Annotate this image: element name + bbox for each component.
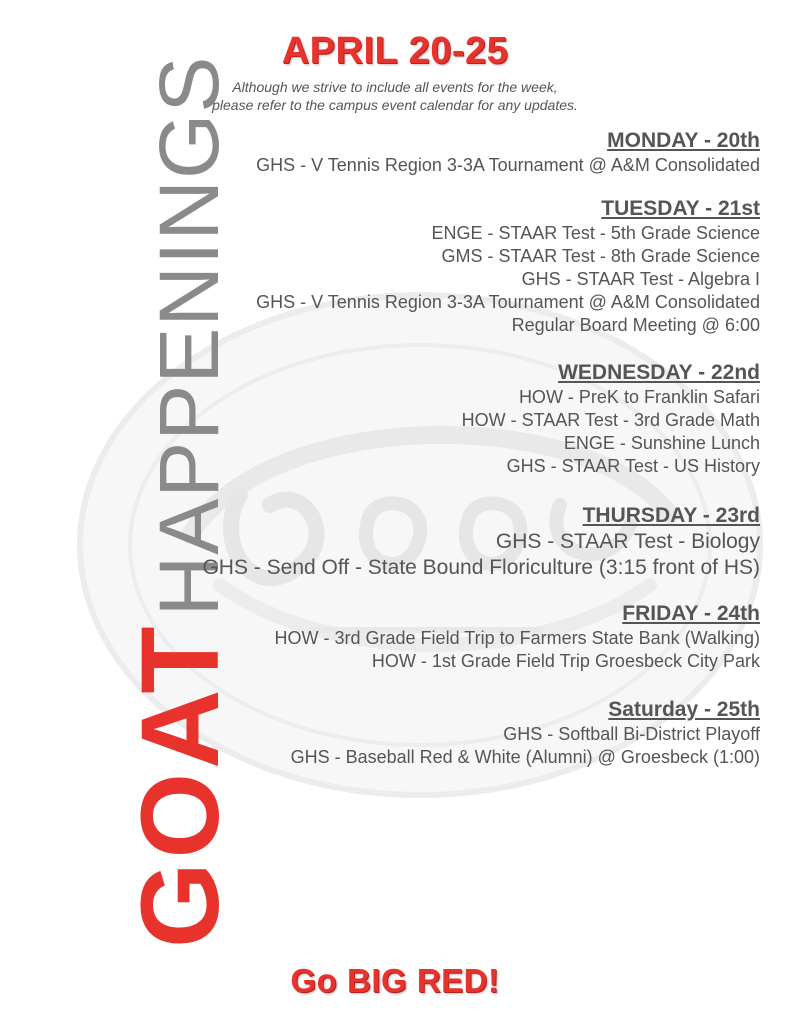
event-item: GHS - V Tennis Region 3-3A Tournament @ A&M Consolidated bbox=[256, 155, 760, 175]
event-item: GHS - Softball Bi-District Playoff bbox=[503, 724, 760, 744]
day-heading: TUESDAY - 21st bbox=[601, 197, 760, 220]
day-heading: THURSDAY - 23rd bbox=[582, 504, 760, 527]
day-wednesday bbox=[120, 360, 760, 478]
event-item: GMS - STAAR Test - 8th Grade Science bbox=[441, 246, 760, 266]
weekly-schedule bbox=[120, 128, 760, 769]
event-item: GHS - V Tennis Region 3-3A Tournament @ A&M Consolidated bbox=[256, 292, 760, 312]
day-thursday bbox=[120, 503, 760, 581]
event-item: GHS - STAAR Test - US History bbox=[506, 456, 760, 476]
day-heading: FRIDAY - 24th bbox=[622, 602, 760, 625]
event-item: HOW - 3rd Grade Field Trip to Farmers State Bank (Walking) bbox=[274, 628, 760, 648]
day-heading: MONDAY - 20th bbox=[607, 129, 760, 152]
subtitle-line: Although we strive to include all events for the week, bbox=[232, 79, 558, 95]
event-item: GHS - STAAR Test - Algebra I bbox=[521, 269, 760, 289]
page-title: APRIL 20-25 bbox=[281, 30, 509, 72]
event-item: Regular Board Meeting @ 6:00 bbox=[511, 315, 760, 335]
event-item: ENGE - Sunshine Lunch bbox=[563, 433, 760, 453]
event-item: ENGE - STAAR Test - 5th Grade Science bbox=[431, 223, 760, 243]
day-friday bbox=[120, 601, 760, 673]
side-title-goat: GOAT bbox=[119, 622, 242, 948]
day-heading: Saturday - 25th bbox=[608, 698, 760, 721]
side-title-happenings: HAPPENINGS bbox=[142, 55, 236, 617]
event-item: HOW - 1st Grade Field Trip Groesbeck City Park bbox=[371, 651, 760, 671]
event-item: HOW - STAAR Test - 3rd Grade Math bbox=[461, 410, 760, 430]
subtitle-note bbox=[160, 78, 630, 114]
subtitle-line: please refer to the campus event calendar for any updates. bbox=[212, 97, 578, 113]
footer-slogan: Go BIG RED! bbox=[290, 962, 500, 999]
event-item: GHS - STAAR Test - Biology bbox=[495, 530, 760, 553]
day-heading: WEDNESDAY - 22nd bbox=[558, 361, 760, 384]
event-item: GHS - Send Off - State Bound Floriculture (3:15 front of HS) bbox=[202, 556, 760, 579]
day-tuesday bbox=[120, 196, 760, 337]
event-item: HOW - PreK to Franklin Safari bbox=[518, 387, 760, 407]
day-monday bbox=[120, 128, 760, 177]
day-saturday bbox=[120, 697, 760, 769]
event-item: GHS - Baseball Red & White (Alumni) @ Groesbeck (1:00) bbox=[290, 747, 760, 767]
